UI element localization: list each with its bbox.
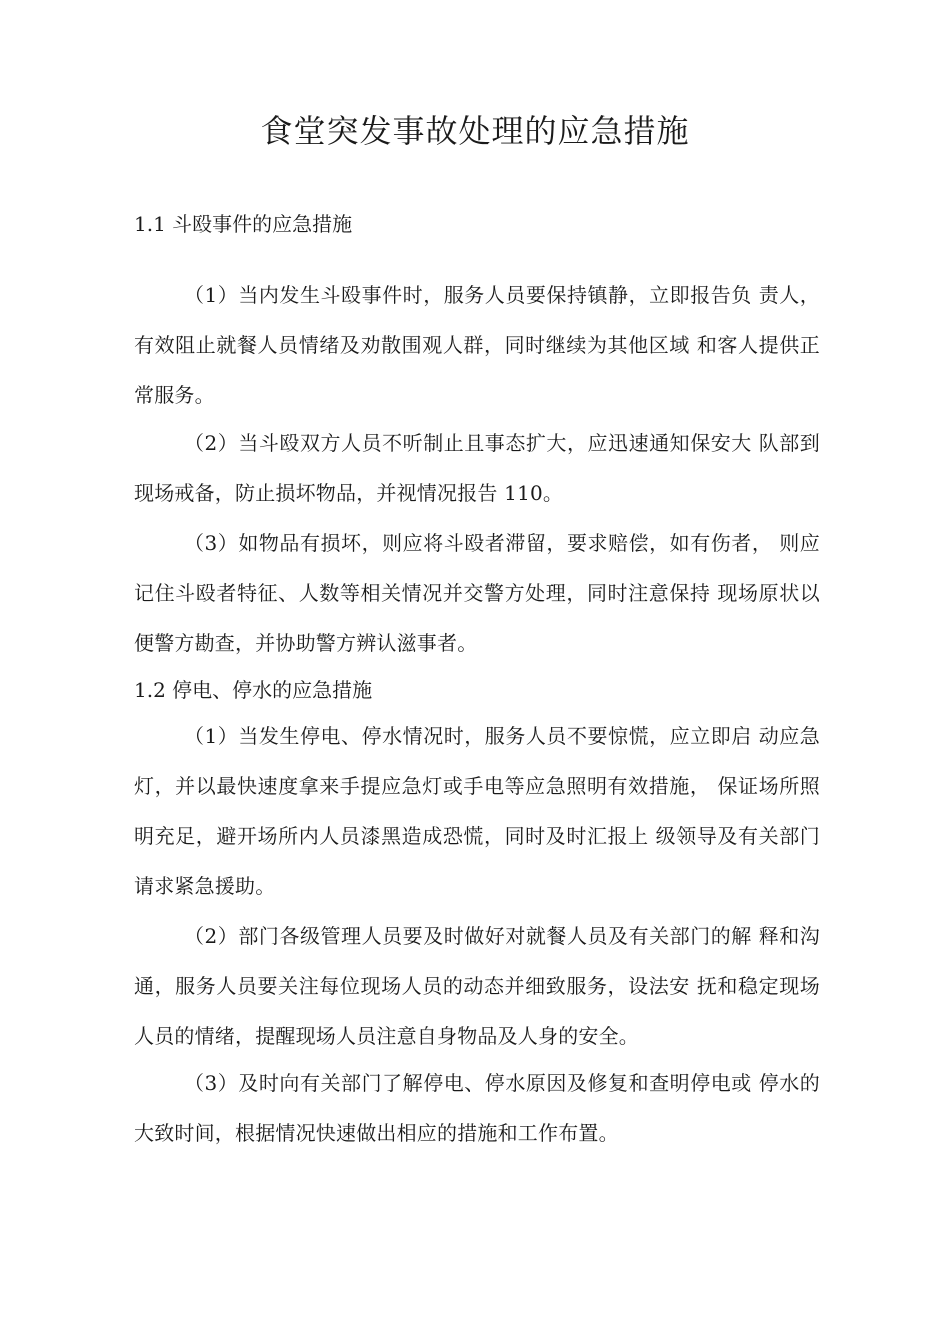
paragraph-1-2-2: （2）部门各级管理人员要及时做好对就餐人员及有关部门的解 释和沟通，服务人员要关注每位现场人员的动态并细致服务，设法安 抚和稳定现场人员的情绪，提醒现场人员注意自身物品及人身的安全。 — [134, 924, 820, 1048]
document-title: 食堂突发事故处理的应急措施 — [260, 112, 690, 150]
paragraph-1-2-3: （3）及时向有关部门了解停电、停水原因及修复和查明停电或 停水的大致时间，根据情况快速做出相应的措施和工作布置。 — [134, 1071, 820, 1145]
section-heading-1-1: 1.1 斗殴事件的应急措施 — [134, 212, 353, 236]
paragraph-1-1-3: （3）如物品有损坏，则应将斗殴者滞留，要求赔偿，如有伤者， 则应记住斗殴者特征、人数等相关情况并交警方处理，同时注意保持 现场原状以便警方勘查，并协助警方辨认滋事者。 — [134, 531, 820, 655]
section-heading-1-2: 1.2 停电、停水的应急措施 — [134, 678, 373, 702]
paragraph-1-2-1: （1）当发生停电、停水情况时，服务人员不要惊慌，应立即启 动应急灯，并以最快速度拿来手提应急灯或手电等应急照明有效措施， 保证场所照明充足，避开场所内人员漆黑造成恐慌，同时及时汇报上 级领导及有关部门请求紧急援助。 — [134, 724, 820, 898]
paragraph-1-1-1: （1）当内发生斗殴事件时，服务人员要保持镇静，立即报告负 责人，有效阻止就餐人员情绪及劝散围观人群，同时继续为其他区域 和客人提供正常服务。 — [134, 283, 820, 407]
paragraph-1-1-2: （2）当斗殴双方人员不听制止且事态扩大，应迅速通知保安大 队部到现场戒备，防止损坏物品，并视情况报告 110。 — [134, 431, 820, 505]
